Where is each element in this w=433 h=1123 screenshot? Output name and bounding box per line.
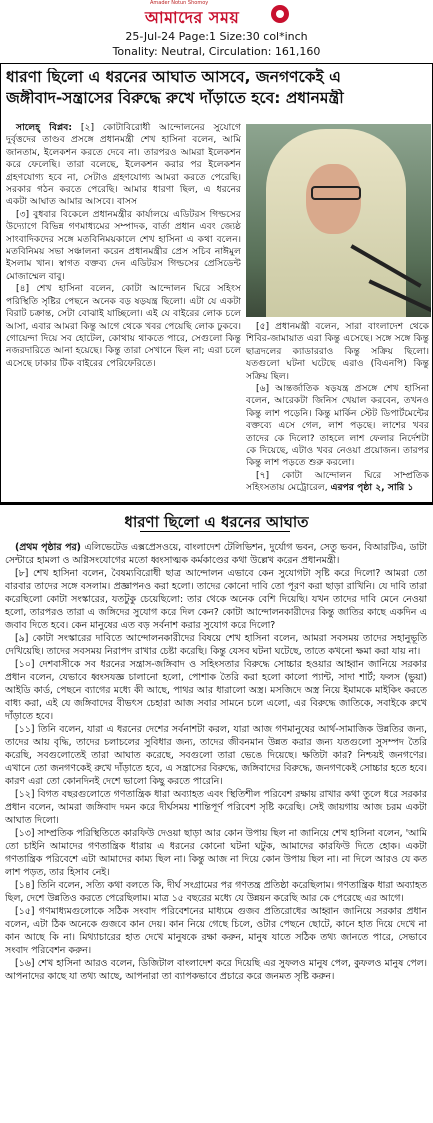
paragraph: [৬] আন্তর্জাতিক ষড়যন্ত্র প্রসঙ্গে শেখ হাসিনা বলেন, আরেকটা জিনিস খেয়াল করবেন, তখনও কিন্তু লাশ পড়েনি। কিন্তু মার্কিন স্টেট ডিপার্টমেন্টের বক্তব্যে এসে গেল, লাশ পড়ছে। লাশের খবর তাদের কে দিলো? তাহলে লাশ ফেলার নির্দেশটা কে দিয়েছে, এটাও খবর নেওয়া প্রয়োজন। তারপর কিন্তু লাশ পড়তে শুরু করলো। (246, 383, 429, 469)
continuation-story (0, 505, 433, 1123)
tonality-circulation-line: Tonality: Neutral, Circulation: 161,160 (112, 45, 321, 58)
paragraph: [১০] দেশবাসীকে সব ধরনের সন্ত্রাস-জঙ্গিবাদ ও সহিংসতার বিরুদ্ধে সোচ্চার হওয়ার আহ্বান জানিয়ে সরকার প্রধান বলেন, যেভাবে ধ্বংসযজ্ঞ চালানো হলো, পোশাক তৈরি করা হলো কালো প্যান্ট, সাদা শার্ট; ফলস (ভুয়া) আইডি কার্ড, পেছনে ব্যাগের মধ্যে কী আছে, পাথর আর ধারালো অস্ত্র। মসজিদে অস্ত্র নিয়ে ইমামকে মাইকিং করতে বাধ্য করা, এই যে জঙ্গিবাদের বীভৎস চেহারা আজ সবার সামনে চলে এলো, এর বিরুদ্ধে জাতিকে, সবাইকে রুখে দাঁড়াতে হবে। (5, 659, 427, 722)
logo-emblem-icon (271, 5, 289, 23)
lead-headline-line-2: জঙ্গীবাদ-সন্ত্রাসের বিরুদ্ধে রুখে দাঁড়াতে হবে: প্রধানমন্ত্রী (6, 89, 344, 107)
paragraph: [১৬] শেখ হাসিনা আরও বলেন, ডিজিটাল বাংলাদেশ করে দিয়েছি এর সুফলও মানুষ পেল, কুফলও মানুষ পেল। আপনাদের কাছে যা তথ্য আছে, আপনারা তা ব্যাপকভাবে প্রচারে করে জনমত সৃষ্টি করুন। (5, 958, 427, 982)
headline-underline (140, 531, 290, 532)
newspaper-logo (145, 5, 285, 27)
paragraph: [১৫] গণমাধ্যমগুলোকে সঠিক সংবাদ পরিবেশনের মাধ্যমে গুজব প্রতিরোধের আহ্বান জানিয়ে সরকার প্রধান বলেন, এটা ঠিক অনেকে গুজবে কান দেয়। কান নিয়ে গেছে চিলে, ওটার পেছনে ছোটে, কানে হাত দিয়ে দেখে না কান আছে কি না। মিথ্যাচারের হাত দেখে মানুষকে রক্ষা করুন, মানুষ যাতে সঠিক তথ্য জানতে পারে, সেভাবে সংবাদ পরিবেশন করুন। (5, 906, 427, 956)
paragraph: [১২] বিগত বছরগুলোতে গণতান্ত্রিক ধারা অব্যাহত এবং স্থিতিশীল পরিবেশ রক্ষায় রাখার কথা তুলে ধরে সরকার প্রধান বলেন, আমরা জঙ্গিবাদ দমন করে দীর্ঘসময় শান্তিপূর্ণ পরিবেশ সৃষ্টি করেছি। সেই জায়গায় আজ চরম একটা আঘাত দিলো। (5, 789, 427, 826)
paragraph: এলিভেটেড এক্সপ্রেসওয়ে, বাংলাদেশ টেলিভিশন, দুর্যোগ ভবন, সেতু ভবন, বিআরটিএ, ডাটা সেন্টারে হামলা ও অগ্নিসংযোগের মতো ধ্বংসাত্মক কর্মকাণ্ডের কথা উল্লেখ করেন প্রধানমন্ত্রী। (5, 542, 427, 566)
masthead (0, 0, 433, 30)
masthead-tagline: Amader Notun Shomoy (150, 0, 209, 6)
paragraph: [৭] কোটা আন্দোলন ঘিরে সাম্প্রতিক সহিংসতায় মেট্রোরেল, (246, 469, 429, 494)
prime-minister-photo (246, 124, 431, 317)
paragraph: [১৩] সাম্প্রতিক পরিস্থিতিতে কারফিউ দেওয়া ছাড়া আর কোন উপায় ছিল না জানিয়ে শেখ হাসিনা বলেন, 'আমি তো চাইনি আমাদের গণতান্ত্রিক ধারায় এ ধরনের কোনো ঘটনা ঘটুক, আমাদের কারফিউ দিতে হোক। একটা গণতান্ত্রিক পরিবেশে এটা আমাদের কাম্য ছিল না। কিন্তু আজ না দিয়ে কোন উপায় ছিল না। না দিলে আরও যে কত লাশ পড়ত, তার হিসাব নেই। (5, 828, 427, 878)
paragraph: [৫] প্রধানমন্ত্রী বলেন, সারা বাংলাদেশ থেকে শিবির-জামায়াত এরা কিন্তু এসেছে। সঙ্গে সঙ্গে কিন্তু ছাত্রদলের ক্যাডাররাও কিন্তু সক্রিয় ছিলো। যতগুলো ঘটনা ঘটেছে এরাও (বিএনপি) কিন্তু সক্রিয় ছিল। (246, 321, 429, 382)
continued-from-label: (প্রথম পৃষ্ঠার পর) (15, 542, 81, 553)
byline: সালেহ্ বিপ্লব: (16, 122, 73, 133)
continuation-body (5, 541, 427, 1121)
paragraph: [১৪] তিনি বলেন, সত্যি কথা বলতে কি, দীর্ঘ সংগ্রামের পর গণতন্ত্র প্রতিষ্ঠা করেছিলাম। গণতান্ত্রিক ধারা অব্যাহত ছিল, দেশে উন্নতিও করতে পেরেছিলাম। মাত্র ১৫ বছরের মধ্যে যে উন্নয়ন করেছি আর কে পেরেছে এর আগে। (5, 880, 427, 904)
lead-story-column-a (6, 122, 241, 502)
paragraph: [৩] বুধবার বিকেলে প্রধানমন্ত্রীর কার্যালয়ে এডিটরস গিল্ডসের উদ্যোগে বিভিন্ন গণমাধ্যমের সম্পাদক, বার্তা প্রধান এবং জ্যেষ্ঠ সাংবাদিকদের সঙ্গে মতবিনিময়কালে শেখ হাসিনা এ কথা বলেন। মতবিনিময় সভা সঞ্চালনা করেন প্রধানমন্ত্রীর প্রেস সচিব নাঈমুল ইসলাম খান। স্বাগত বক্তব্য দেন এডিটরস গিল্ডসের প্রেসিডেন্ট মোজাম্মেল বাবু। (6, 208, 241, 282)
continued-on-page: এরপর পৃষ্ঠা ২, সারি ১ (330, 482, 414, 494)
paragraph: [১১] তিনি বলেন, যারা এ ধরনের দেশের সর্বনাশটা করল, যারা আজ গণমানুষের আর্থ-সামাজিক উন্নতির জন্য, তাদের আয় বৃদ্ধি, তাদের চলাচলের সুবিধার জন্য, তাদের জীবনমান উন্নত করার জন্য যতগুলো সুসম্পদ তৈরি করেছি, সবগুলোতেই তারা আঘাত করেছে, সবগুলো তারা ভেঙে দিয়েছে। ক্ষতিটা কার? নিশ্চয়ই জনগণের। এখানে তো জনগণকেই রুখে দাঁড়াতে হবে, এ সন্ত্রাসের বিরুদ্ধে, জঙ্গিবাদের বিরুদ্ধে, জনগণকেই সোচ্চার হতে হবে। কারণ এরা তো কোনদিনই দেশে ভালো কিছু করতে পারেনি। (5, 724, 427, 787)
lead-headline-line-1: ধারণা ছিলো এ ধরনের আঘাত আসবে, জনগণকেই এ (6, 68, 341, 86)
paragraph: [৮] শেখ হাসিনা বলেন, বৈষম্যবিরোধী ছাত্র আন্দোলন এভাবে কেন সুযোগটা সৃষ্টি করে দিলো? আমরা তো বারবার তাদের সঙ্গে বসলাম। প্রজ্ঞাপনও করা হলো। তাদের কোনো দাবি তো পূরণ করা ছাড়া রাখিনি। যে দাবি তারা করেছিলো কোটা সংস্কারের, যতটুকু চেয়েছিলো: তার থেকে অনেক বেশি দিয়েছি। যখন তাদের দাবি মেনে নেওয়া হলো, তারপরও তারা এ জঙ্গিদের সুযোগ করে দিল কেন? কোটা আন্দোলনকারীদের কিন্তু জাতির কাছে একদিন এ জবাব দিতে হবে। কেন মানুষের এত বড় সর্বনাশ করার সুযোগ করে দিলো? (5, 568, 427, 631)
paragraph: [৪] শেখ হাসিনা বলেন, কোটা আন্দোলন ঘিরে সহিংস পরিস্থিতি সৃষ্টির পেছনে অনেক বড় ষড়যন্ত্র ছিলো। এটা যে একটা বিরাট চক্রান্ত, সেটা বোঝাই যাচ্ছিলো। এই যে বাইরের লোক চলে আসা, এবার আমরা কিন্তু আগে থেকে খবর পেয়েছি লোক ঢুকবে। গোয়েন্দা দিয়ে সব হোটেল, কোথায় থাকতে পারে, সেগুলো কিন্তু নজরদারিতে আনা হয়েছে। কিন্তু তারা সেখানে ছিল না; এরা চলে এসেছে ঢাকার টিক বাইরের পেরিফেরিতে। (6, 283, 241, 369)
continuation-headline: ধারণা ছিলো এ ধরনের আঘাত (124, 513, 309, 531)
paragraph: [২] কোটাবিরোধী আন্দোলনের সুযোগে দুর্বৃত্তদের তাণ্ডব প্রসঙ্গে প্রধানমন্ত্রী শেখ হাসিনা বলেন, আমি জানতাম, ইলেকশন করতে দেবে না। তারপরও আমরা ইলেকশন করে ফেলেছি। তারা বলেছে, ইলেকশন করার পর ইলেকশন গ্রহণযোগ্য হবে না, সেটাও গ্রহণযোগ্য আমরা করতে পেরেছি। সরকার গঠন করতে পেরেছি। আমার ধারণা ছিল, এ ধরনের একটা আঘাত আমার আসবে। বাসস (6, 122, 241, 208)
logo-text: আমাদের সময় (145, 8, 240, 27)
lead-story-column-b (246, 321, 429, 501)
paragraph: [৯] কোটা সংস্কারের দাবিতে আন্দোলনকারীদের বিষয়ে শেখ হাসিনা বলেন, আমরা সবসময় তাদের সহানুভূতি দেখিয়েছি। তাদের সবসময় নিরাপদ রাখার চেষ্টা করেছি। কিন্তু যেসব ঘটনা ঘটেছে, তাতে কখনো ক্ষমা করা যায় না। (5, 633, 427, 657)
lead-story (0, 63, 433, 503)
date-page-size-line: 25-Jul-24 Page:1 Size:30 col*inch (125, 30, 308, 43)
